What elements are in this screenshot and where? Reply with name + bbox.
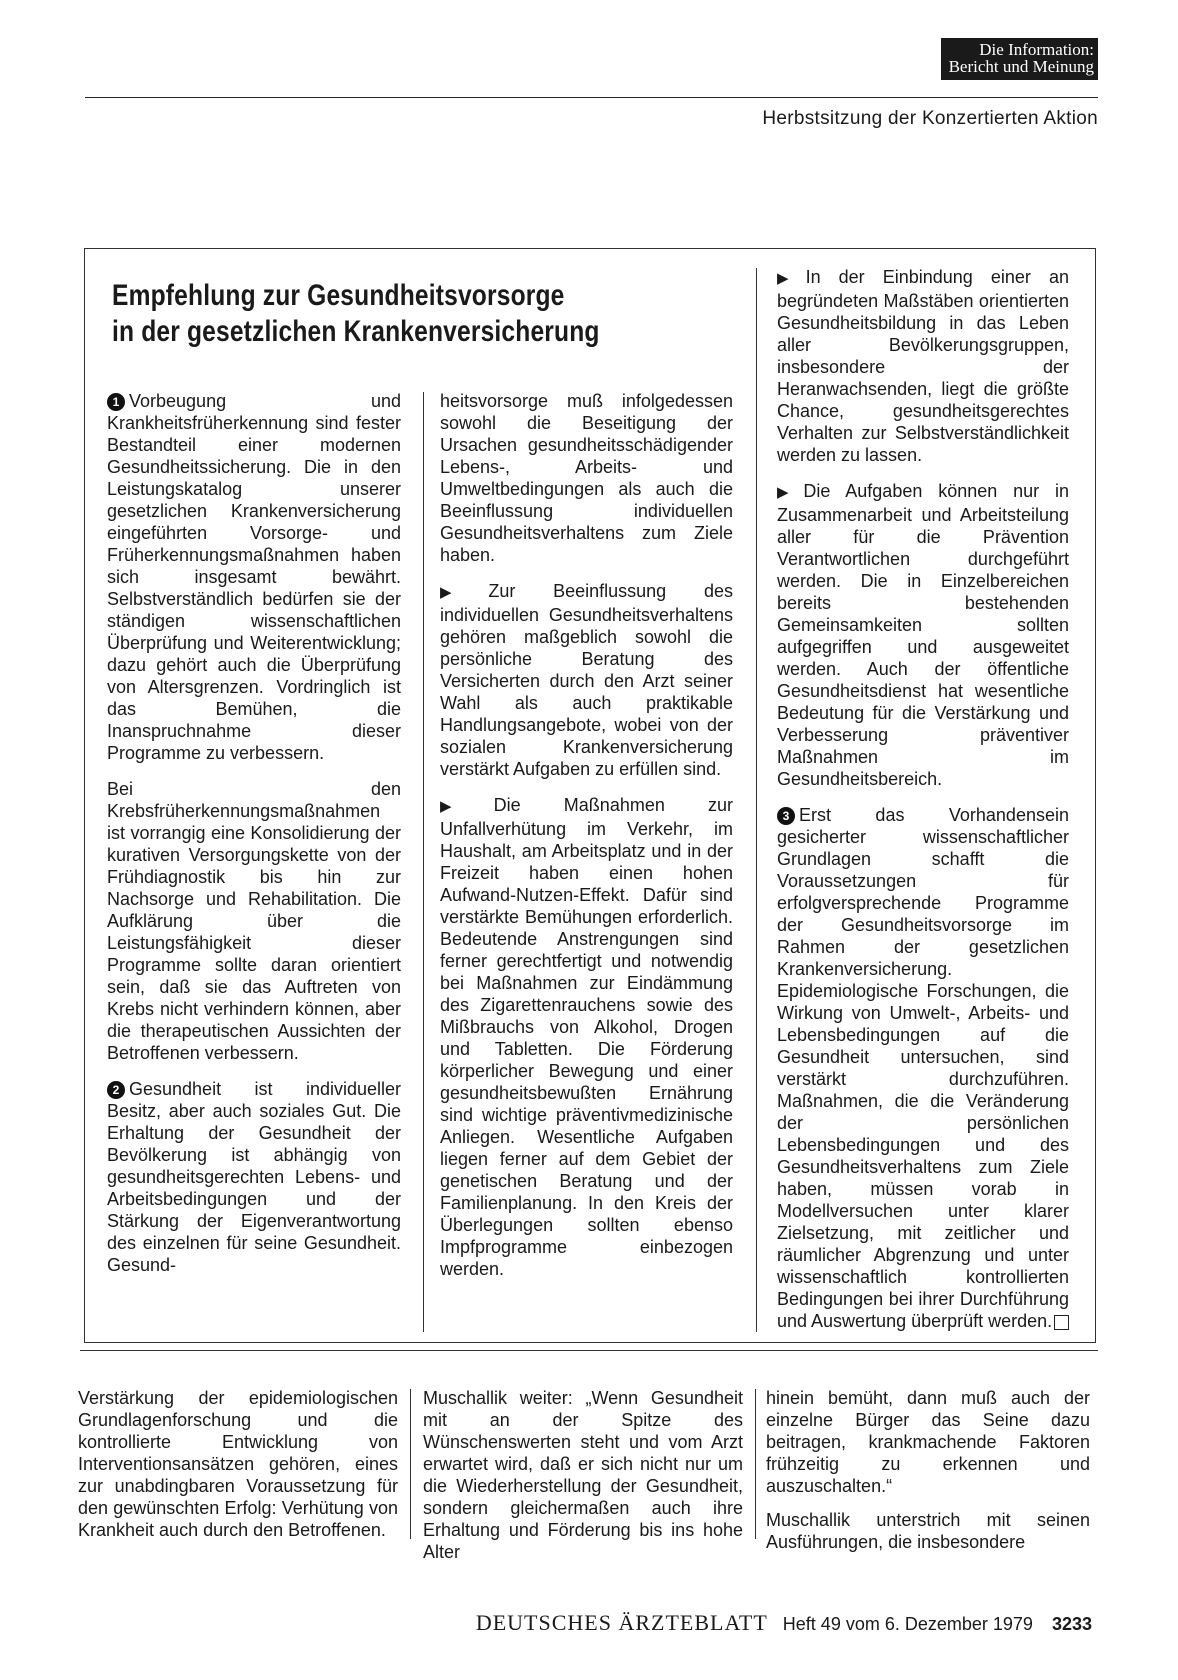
arrow-right-icon: ▶ <box>440 584 485 601</box>
paragraph <box>777 480 1069 790</box>
column-divider <box>423 392 424 1332</box>
bottom-rule <box>80 1350 1098 1351</box>
page-footer <box>476 1610 1092 1636</box>
journal-name: DEUTSCHES ÄRZTEBLATT <box>475 1610 768 1635</box>
section-label-line1: Die Information: <box>979 40 1094 59</box>
paragraph-text: Erst das Vorhandensein gesicherter wissenschaftlicher Grundlagen schafft die Voraussetzungen für erfolgversprechende Programme der Gesundheitsvorsorge im Rahmen der gesetzlichen Krankenversicherung. Epidemiologische Forschungen, die Wirkung von Umwelt-, Arbeits- und Lebensbedingungen auf die Gesundheit untersuchen, sind verstärkt durchzuführen. Maßnahmen, die die Veränderung der persönlichen Lebensbedingungen und des Gesundheitsverhaltens zum Ziele haben, müssen vorab in Modellversuchen unter klarer Zielsetzung, mit zeitlicher und räumlicher Abgrenzung und unter wissenschaftlich kontrollierten Bedingungen bei ihrer Durchführung und Auswertung überprüft werden. <box>777 805 1069 1331</box>
bottom-column-2 <box>423 1387 743 1575</box>
topic-heading: Herbstsitzung der Konzertierten Aktion <box>762 108 1098 129</box>
paragraph <box>440 794 733 1280</box>
number-1-icon: 1 <box>107 393 125 411</box>
headline-line-2: in der gesetzlichen Krankenversicherung <box>112 315 600 348</box>
end-mark-icon <box>1054 1315 1069 1330</box>
paragraph <box>440 580 733 780</box>
paragraph-text: heitsvorsorge muß infolgedessen sowohl die Beseitigung der Ursachen gesundheitsschädigender Lebens-, Arbeits- und Umweltbedingungen als auch die Beeinflussung individuellen Gesundheitsverhaltens zum Ziele haben. <box>440 391 733 565</box>
paragraph <box>777 804 1069 1332</box>
paragraph-text: Gesundheit ist individueller Besitz, aber auch soziales Gut. Die Erhaltung der Gesundheit der Bevölkerung ist abhängig von gesundheitsgerechten Lebens- und Arbeitsbedingungen und der Stärkung der Eigenverantwortung des einzelnen für seine Gesundheit. Gesund- <box>107 1079 401 1275</box>
box-headline <box>112 278 620 350</box>
paragraph-text: hinein bemüht, dann muß auch der einzelne Bürger das Seine dazu beitragen, krankmachende Faktoren frühzeitig zu erkennen und auszuschalten.“ <box>766 1388 1090 1496</box>
paragraph-text: Zur Beeinflussung des individuellen Gesundheitsverhaltens gehören maßgeblich sowohl die persönliche Beratung des Versicherten durch den Arzt seiner Wahl als auch praktikable Handlungsangebote, wobei von der sozialen Krankenversicherung verstärkt Aufgaben zu erfüllen sind. <box>440 581 733 779</box>
paragraph-text: Muschallik weiter: „Wenn Gesundheit mit an der Spitze des Wünschenswerten steht und vom Arzt erwartet wird, daß er sich nicht nur um die Wiederherstellung der Gesundheit, sondern gleichermaßen auch ihre Erhaltung und Förderung bis ins hohe Alter <box>423 1388 743 1562</box>
headline-line-1: Empfehlung zur Gesundheitsvorsorge <box>112 279 565 312</box>
paragraph <box>107 778 401 1064</box>
section-label-line2: Bericht und Meinung <box>948 57 1094 76</box>
paragraph-text: Vorbeugung und Krankheitsfrüherkennung sind fester Bestandteil einer modernen Gesundheitssicherung. Die in den Leistungskatalog unserer gesetzlichen Krankenversicherung eingeführten Vorsorge- und Früherkennungsmaßnahmen haben sich insgesamt bewährt. Selbstverständlich bedürfen sie der ständigen wissenschaftlichen Überprüfung und Weiterentwicklung; dazu gehört auch die Überprüfung von Altersgrenzen. Vordringlich ist das Bemühen, die Inanspruchnahme dieser Programme zu verbessern. <box>107 391 401 763</box>
box-column-2 <box>440 390 733 1294</box>
bottom-column-1 <box>78 1387 398 1553</box>
paragraph <box>440 390 733 566</box>
column-divider <box>755 1389 756 1539</box>
header-rule <box>85 97 1098 98</box>
arrow-right-icon: ▶ <box>777 270 802 287</box>
bottom-column-3 <box>766 1387 1090 1565</box>
number-2-icon: 2 <box>107 1081 125 1099</box>
box-column-3 <box>777 266 1069 1346</box>
arrow-right-icon: ▶ <box>440 798 490 815</box>
paragraph-text: Muschallik unterstrich mit seinen Ausführungen, die insbesondere <box>766 1510 1090 1552</box>
paragraph <box>107 1078 401 1276</box>
issue-info: Heft 49 vom 6. Dezember 1979 <box>782 1614 1033 1634</box>
page-number: 3233 <box>1051 1614 1092 1634</box>
paragraph-text: Verstärkung der epidemiologischen Grundlagenforschung und die kontrollierte Entwicklung von Interventionsansätzen gehören, eines zur unabdingbaren Voraussetzung für den gewünschten Erfolg: Verhütung von Krankheit auch durch den Betroffenen. <box>78 1388 398 1540</box>
paragraph-text: Bei den Krebsfrüherkennungsmaßnahmen ist vorrangig eine Konsolidierung der kurativen Versorgungskette von der Frühdiagnostik bis hin zur Nachsorge und Rehabilitation. Die Aufklärung über die Leistungsfähigkeit dieser Programme sollte daran orientiert sein, daß sie das Auftreten von Krebs nicht verhindern können, aber die therapeutischen Aussichten der Betroffenen verbessern. <box>107 779 401 1063</box>
column-divider <box>756 268 757 1332</box>
paragraph <box>107 390 401 764</box>
paragraph-text: Die Aufgaben können nur in Zusammenarbeit und Arbeitsteilung aller für die Prävention Verantwortlichen durchgeführt werden. Die in Einzelbereichen bereits bestehenden Gemeinsamkeiten sollten aufgegriffen und ausgeweitet werden. Auch der öffentliche Gesundheitsdienst hat wesentliche Bedeutung für die Verstärkung und Verbesserung präventiver Maßnahmen im Gesundheitsbereich. <box>777 481 1070 789</box>
column-divider <box>410 1389 411 1539</box>
box-column-1 <box>107 390 401 1290</box>
section-label <box>941 38 1098 80</box>
number-3-icon: 3 <box>777 807 795 825</box>
paragraph <box>777 266 1069 466</box>
paragraph-text: Die Maßnahmen zur Unfallverhütung im Verkehr, im Haushalt, am Arbeitsplatz und in der Freizeit haben einen hohen Aufwand-Nutzen-Effekt. Dafür sind verstärkte Bemühungen erforderlich. Bedeutende Anstrengungen sind ferner gerechtfertigt und notwendig bei Maßnahmen zur Eindämmung des Zigarettenrauchens sowie des Mißbrauchs von Alkohol, Drogen und Tabletten. Die Förderung körperlicher Bewegung und einer gesundheitsbewußten Ernährung sind wichtige präventivmedizinische Anliegen. Wesentliche Aufgaben liegen ferner auf dem Gebiet der genetischen Beratung und der Familienplanung. In den Kreis der Überlegungen sollten ebenso Impfprogramme einbezogen werden. <box>440 795 733 1279</box>
arrow-right-icon: ▶ <box>777 484 800 501</box>
paragraph-text: In der Einbindung einer an begründeten Maßstäben orientierten Gesundheitsbildung in das Leben aller Bevölkerungsgruppen, insbesondere der Heranwachsenden, liegt die größte Chance, gesundheitsgerechtes Verhalten zur Selbstverständlichkeit werden zu lassen. <box>777 267 1069 465</box>
